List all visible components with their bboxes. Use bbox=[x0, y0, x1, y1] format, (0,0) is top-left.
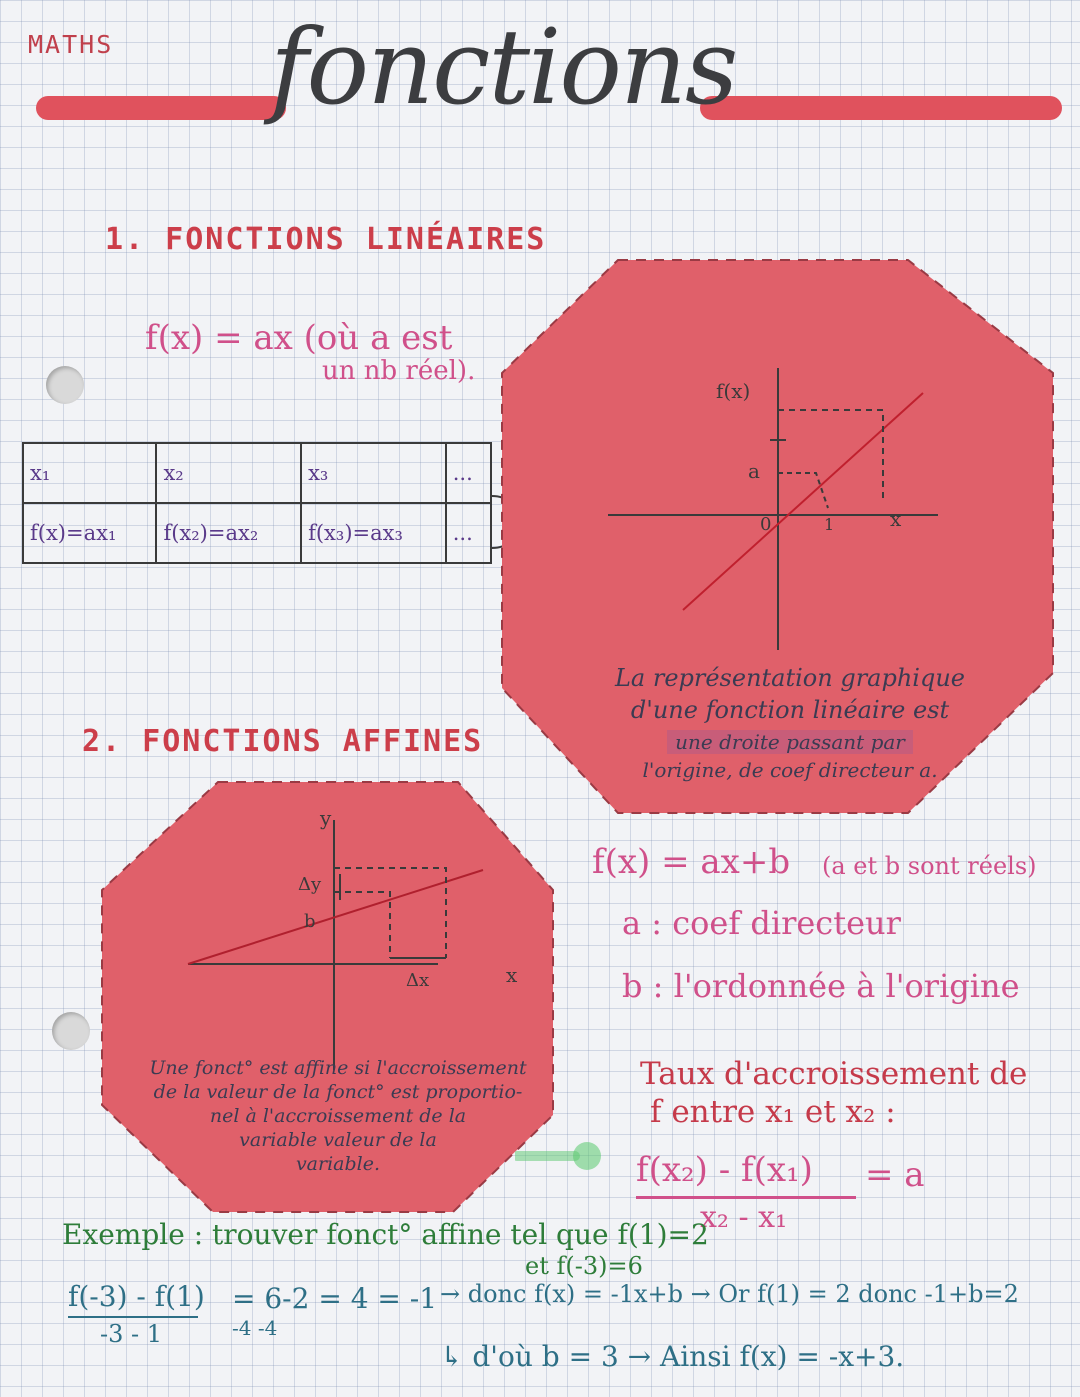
taux-heading-line2: f entre x₁ et x₂ : bbox=[650, 1094, 896, 1130]
graph-a-label: a bbox=[748, 459, 760, 483]
table-cell: f(x₃)=ax₃ bbox=[301, 503, 446, 563]
affine-caption bbox=[118, 1056, 558, 1176]
example-conclusion-2: ↳ d'où b = 3 → Ainsi f(x) = -x+3. bbox=[440, 1340, 905, 1373]
table-cell: x₃ bbox=[301, 443, 446, 503]
coef-a-definition: a : coef directeur bbox=[622, 904, 901, 942]
table-cell: f(x₂)=ax₂ bbox=[156, 503, 301, 563]
title-bar-left bbox=[36, 96, 286, 120]
affine-formula: f(x) = ax+b bbox=[592, 842, 791, 882]
taux-equals: = a bbox=[865, 1155, 925, 1195]
subject-label: MATHS bbox=[28, 30, 114, 59]
caption-line: variable. bbox=[295, 1153, 381, 1175]
graph-y-label: y bbox=[320, 806, 332, 830]
table-cell: x₁ bbox=[23, 443, 156, 503]
graph-origin-label: 0 bbox=[760, 514, 772, 535]
section-heading-linear: 1. FONCTIONS LINÉAIRES bbox=[105, 222, 547, 257]
example-statement: Exemple : trouver fonct° affine tel que f(1)=2 bbox=[62, 1218, 709, 1251]
affine-formula-note: (a et b sont réels) bbox=[822, 852, 1037, 880]
linear-caption bbox=[560, 664, 1020, 782]
section-heading-affine: 2. FONCTIONS AFFINES bbox=[82, 724, 484, 759]
binder-hole-bottom bbox=[52, 1012, 90, 1050]
caption-line: Une fonct° est affine si l'accroissement bbox=[149, 1057, 527, 1079]
fraction-bar bbox=[68, 1316, 198, 1318]
caption-line: La représentation graphique bbox=[614, 664, 966, 692]
linear-formula: f(x) = ax (où a est bbox=[145, 318, 453, 358]
fraction-bar bbox=[636, 1196, 856, 1199]
linear-formula-note: un nb réel). bbox=[322, 356, 476, 386]
caption-line: de la valeur de la fonct° est proportio- bbox=[153, 1081, 523, 1103]
table-row bbox=[23, 443, 491, 503]
values-table bbox=[22, 442, 492, 564]
page-title: fonctions bbox=[270, 6, 737, 128]
graph-x-label: x bbox=[506, 963, 518, 987]
taux-numerator: f(x₂) - f(x₁) bbox=[636, 1150, 813, 1190]
caption-line: l'origine, de coef directeur a. bbox=[642, 758, 938, 782]
taux-heading-line1: Taux d'accroissement de bbox=[640, 1056, 1028, 1092]
coef-b-definition: b : l'ordonnée à l'origine bbox=[622, 967, 1020, 1005]
table-row bbox=[23, 503, 491, 563]
calc-result-denominators: -4 -4 bbox=[232, 1316, 278, 1340]
calc-denominator: -3 - 1 bbox=[100, 1320, 163, 1348]
caption-line: nel à l'accroissement de la bbox=[209, 1105, 467, 1127]
graph-b-label: b bbox=[304, 911, 316, 932]
taux-denominator: x₂ - x₁ bbox=[700, 1200, 788, 1235]
graph-dy-label: Δy bbox=[298, 874, 322, 895]
table-cell: ... bbox=[446, 443, 491, 503]
caption-line: d'une fonction linéaire est bbox=[630, 696, 950, 724]
graph-y-label: f(x) bbox=[716, 379, 751, 403]
calc-numerator: f(-3) - f(1) bbox=[68, 1280, 205, 1313]
table-cell: x₂ bbox=[156, 443, 301, 503]
calc-result: = 6-2 = 4 = -1 bbox=[232, 1282, 438, 1315]
green-arrow-mark bbox=[515, 1136, 605, 1176]
graph-dx-label: Δx bbox=[406, 970, 430, 991]
caption-line: variable valeur de la bbox=[239, 1129, 437, 1151]
title-bar-right bbox=[700, 96, 1062, 120]
graph-x-label: x bbox=[890, 507, 902, 531]
example-conclusion-1: → donc f(x) = -1x+b → Or f(1) = 2 donc -1+b=2 bbox=[440, 1280, 1019, 1308]
caption-line: une droite passant par bbox=[667, 730, 913, 754]
graph-one-label: 1 bbox=[824, 515, 835, 534]
table-cell: ... bbox=[446, 503, 491, 563]
example-statement-cont: et f(-3)=6 bbox=[525, 1252, 643, 1280]
table-cell: f(x)=ax₁ bbox=[23, 503, 156, 563]
binder-hole-top bbox=[46, 366, 84, 404]
